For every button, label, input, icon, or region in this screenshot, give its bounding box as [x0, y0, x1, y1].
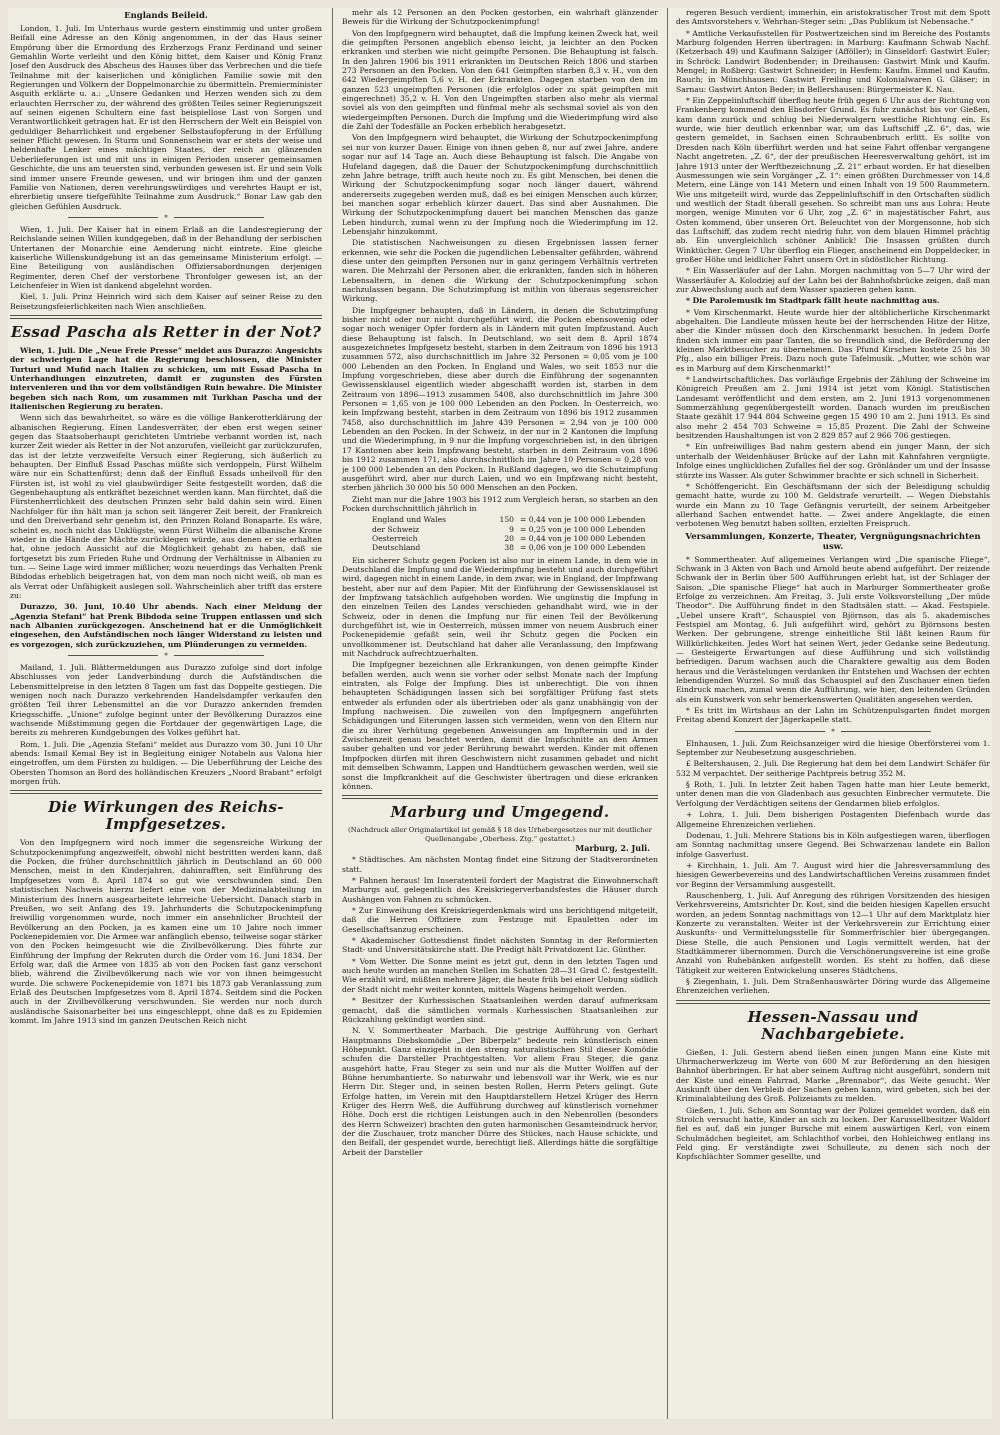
article-paragraph: Wien, 1. Juli. Die „Neue Freie Presse“ meldet aus Durazzo: Angesichts der schwierigen Lage hat die Regierung beschlossen, die Minister Turturi und Mufid nach Italien zu schicken, um mit Essad Pascha in Unterhandlungen einzutreten, damit er zugunsten des Fürsten intervenieren und ihn vor dem vollständigen Ruin bewahre. Die Minister begeben sich nach Rom, um zusammen mit Turkhan Pascha und der italienischen Regierung zu beraten. [10, 345, 322, 412]
article-paragraph: Gießen, 1. Juli. Gestern abend ließen einen jungen Mann eine Kiste mit Uhrmacherwerkzeug im Werte von 600 M zur Beförderung an den hiesigen Bahnhof überbringen. Er hat aber seinem Auftrag nicht ausgeführt, sondern mit der Kiste und einem Fahrrad, Marke „Brennabor“, das Weite gesucht. Wer Auskunft über den Verbleib der Sachen geben kann, wird gebeten, sich bei der Kriminalabteilung des Groß. Polizeiamts zu melden. [676, 1047, 990, 1104]
headline-essad-pascha: Essad Pascha als Retter in der Not? [10, 322, 322, 341]
article-paragraph: * Schöffengericht. Ein Geschäftsmann der sich der Beleidigung schuldig gemacht hatte, wurde zu 100 M. Geldstrafe verurteilt. — Wegen Diebstahls wurde ein Mann zu 10 Tage Gefängnis verurteilt, der seinem Arbeitgeber allerhand Sachen entwendet hatte. — Zwei andere Angeklagte, die einen verbotenen Weg benutzt haben sollten, erzielten Freispruch. [676, 481, 990, 529]
article-paragraph: Mailand, 1. Juli. Blättermeldungen aus Durazzo zufolge sind dort infolge Abschlusses von jeder Landverbindung durch die Aufständischen die Lebensmittelpreise in den letzten 8 Tagen um fast das Doppelte gestiegen. Die wenigen noch nach Durazzo verkehrenden Handelsdampfer verkaufen den größten Teil ihrer Lebensmittel an die vor Durazzo ankernden fremden Kriegsschiffe. „Unione“ zufolge beginnt unter der Bevölkerung Durazzos eine wachsende Mißstimmung gegen die Fortdauer der gegenwärtigen Lage, die bereits zu mehreren Kundgebungen des Volkes geführt hat. [10, 662, 322, 738]
section-rule [10, 790, 322, 794]
article-paragraph: Wenn sich das bewahrheitet, so wäre es die völlige Bankerotterklärung der albanischen Regierung. Einen Landesverräter, der eben erst wegen seiner gegen das Staatsoberhaupt gerichteten Umtriebe verbannt worden ist, nach kurzer Zeit wieder als Retter in der Not anzurufen, vielleicht gar zurückzurufen, das ist der letzte verzweifelte Versuch einer Regierung, sich äußerlich zu behaupten. Der Einfluß Essad Paschas müßte sich verdoppeln, Fürst Wilhelm wäre nur ein Schattenfürst; denn daß der Einfluß Essads unheilvoll für den Fürsten ist, ist wohl zu viel glaubwürdiger Seite festgestellt worden, daß die Gegenbehauptung als entkräftet bezeichnet werden kann. Man fürchtet, daß die Fürstenherrlichkeit des deutschen Prinzen sehr bald dahin sein wird. Einen Nachfolger für ihn hält man ja schon seit längerer Zeit bereit, der Frankreich und den Dreiverband sehr genehm ist, den Prinzen Roland Bonaparte. Es wäre, scheint es, noch nicht das Unklügste, wenn Fürst Wilhelm die albanische Krone wieder in die Hände der Mächte zurücklegen würde, aus denen er sie erhalten hat, ohne jedoch Aussicht auf die Möglichkeit gehabt zu haben, daß sie fortgesetzt bis zum Frieden Ruhe und Ordnung der Verhältnisse in Albanien zu tun. — Seine Lage wird immer mißlicher, wozu neuerdings das Verhalten Prenk Bibdodas erheblich beigetragen hat, von dem man noch nicht weiß, ob man es als Verrat oder Unfähigkeit auslegen soll. Wahrscheinlich aber trifft das erstere zu: [10, 413, 322, 600]
newspaper-page [8, 8, 992, 1419]
separator: * [10, 652, 322, 660]
regional-item: § Ziegenhain, 1. Juli. Dem Straßenhauswärter Döring wurde das Allgemeine Ehrenzeichen verliehen. [676, 977, 990, 996]
column-1 [10, 8, 322, 1419]
column-3 [676, 8, 990, 1419]
article-paragraph: Von den Impfgegnern wird behauptet, daß die Impfung keinen Zweck hat, weil die geimpften Personen angeblich ebenso leicht, ja leichter an den Pocken erkranken und sterben wie nicht geimpfte Personen. Die Behauptung ist falsch. In den Jahren 1906 bis 1911 erkrankten im Deutschen Reich 1806 und starben 273 Personen an den Pocken. Von den 641 Geimpften starben 8,3 v. H., von den 642 Wiedergeimpften 5,6 v. H. der Erkrankten. Dagegen starben von den im ganzen 523 ungeimpften Personen (die erfolglos oder zu spät geimpften mit eingerechnet) 35,2 v. H. Von den Ungeimpften starben also mehr als viermal soviel als von den geimpften und fünfmal mehr als sechsmal soviel als von den wiedergeimpften Personen. Durch die Impfung und die Wiederimpfung wird also die Zahl der Todesfälle an Pocken erheblich herabgesetzt. [342, 28, 658, 132]
headline-events: Versammlungen, Konzerte, Theater, Vergnügungsnachrichten usw. [685, 531, 981, 552]
article-paragraph: London, 1. Juli. Im Unterhaus wurde gestern einstimmig und unter großem Beifall eine Adresse an den König angenommen, in der das Haus seiner Empörung über die Ermordung des Erzherzogs Franz Ferdinand und seiner Gemahlin Worte verleiht und den König bittet, dem Kaiser und König Franz Josef den Ausdruck des Abscheus des Hauses über das Verbrechen und die tiefe Teilnahme mit der kaiserlichen und königlichen Familie sowie mit den Regierungen und Völkern der Doppelmonarchie zu übermitteln. Premierminister Asquith erklärte u. a.: „Unsere Gedanken und Herzen wenden sich zu dem erlauchten Herrscher zu, der während des größten Teiles seiner Regierungszeit auf seinen eigenen Schultern eine fast beispiellose Last von Sorgen und Verantwortlichkeit getragen hat. Er ist den Herrschern der Welt ein Beispiel von geduldiger Beharrlichkeit und ergebener Selbstaufopferung in der Erfüllung seiner Pflicht gewesen. In Sturm und Sonnenschein war er stets der weise und heldenhafte Lenker eines mächtigen Staates, der reich an glänzenden Ueberlieferungen ist und mit uns in einigen Perioden unserer gemeinsamen Geschichte, die uns am teuersten sind, verbunden gewesen ist. Er und sein Volk sind immer unsere Freunde gewesen, und wir bringen ihm und der ganzen Familie von Nationen, deren verehrungswürdiges und verehrtes Haupt er ist, ehrerbietig unsere tiefgefühlte Teilnahme zum Ausdruck.“ Bonar Law gab den gleichen Gefühlen Ausdruck. [10, 24, 322, 211]
article-paragraph: * Ein unfreiwilliges Bad nahm gestern abend ein junger Mann, der sich unterhalb der Weidenhäuser Brücke auf der Lahn mit Kahnfahren vergnügte. Infolge eines unglücklichen Zufalles fiel der sog. Grönländer um und der Insasse stürzte ins Wasser. Als guter Schwimmer brachte er sich schnell in Sicherheit. [676, 442, 990, 480]
article-paragraph: * Akademischer Gottesdienst findet nächsten Sonntag in der Reformierten Stadt- und Universitätskirche statt. Die Predigt hält Privatdozent Lic. Günther. [342, 936, 658, 955]
stats-row: Oesterreich 20 = 0,44 von je 100 000 Lebenden [372, 533, 646, 543]
article-paragraph: * Amtliche Verkaufsstellen für Postwertzeichen sind im Bereiche des Postamts Marburg folgenden Herren übertragen: in Marburg: Kaufmann Schwab Nachf. (Ketzerbach 49) und Kaufmann Salziger (Afföller); in Ginseldorf: Gastwirt Euler; in Schröck: Landwirt Bodenbender; in Dreihausen: Gastwirt Mink und Kaufm. Mengel; in Roßberg: Gastwirt Schneider; in Hesfem: Kaufm. Emmel und Kaufm. Rauch; in Münchhausen: Gastwirt Freiling und Kolonialwaren G. Gläser; in Sarnau: Gastwirt Anton Beder; in Bellershausen: Bürgermeister K. Nau. [676, 28, 990, 94]
article-paragraph: Die Impfgegner bezeichnen alle Erkrankungen, von denen geimpfte Kinder befallen werden, auch wenn sie vorher oder selbst Monate nach der Impfung eintraten, als Folge der Impfung. Dies ist unberechtigt. Die von ihnen behaupteten Schädigungen lassen sich bei sorgfältiger Prüfung fast stets entweder als erfunden oder als übertrieben oder als ganz unabhängig von der Impfung nachweisen. Die zuweilen von den Impfgegnern angeführten Schädigungen und Eiterungen lassen sich vermeiden, wenn von den Eltern nur die zu ihrer Verhütung gegebenen Anweisungen am Impftermin und in der Zwischenzeit genau beachtet werden, damit die Impfschnitte an den Armen sauber gehalten und vor jeder Berührung bewahrt werden. Kinder mit offenen Impfpocken dürfen mit ihren Geschwistern nicht zusammen gebadet und nicht mit demselben Schwamm, Lappen und Handtüchern gewaschen werden, weil sie sonst die Impfkrankheit auf die Geschwister übertragen und diese erkranken können. [342, 660, 658, 791]
article-paragraph: mehr als 12 Personen an den Pocken gestorben, ein wahrhaft glänzender Beweis für die Wirkung der Schutzpockenimpfung! [342, 8, 658, 27]
reprint-notice: (Nachdruck aller Originalartikel ist gemäß § 18 des Urhebergesetzes nur mit deutlicher Quellenangabe „Oberhess. Ztg.“ gestattet.) [348, 826, 652, 843]
headline-impfgesetz: Die Wirkungen des Reichs-Impfgesetzes. [48, 798, 284, 834]
article-paragraph: Kiel, 1. Juli. Prinz Heinrich wird sich dem Kaiser auf seiner Reise zu den Beisetzungsfeierlichkeiten nach Wien anschließen. [10, 292, 322, 311]
regional-item: § Roth, 1. Juli. In letzter Zeit haben Tagen hatte man hier Leute bemerkt, unter denen man die von Gladenbach aus gesuchten Einbrecher vermutete. Die Verfolgung der Verdächtigen seitens der Gendarmen blieb erfolglos. [676, 780, 990, 808]
article-paragraph: Die statistischen Nachweisungen zu diesen Ergebnissen lassen ferner erkennen, wie sehr die Pocken die jugendlichen Lebensalter gefährden, während diese unter den geimpften Personen nur in ganz geringem Verhältnis vertreten waren. Die Mehrzahl der Personen aber, die erkrankten, fanden sich in höheren Lebensaltern, in denen die Wirkung der Schutzpockenimpfung schon nachzulassen begann. Die Schutzimpfung ist mithin von überaus segensreicher Wirkung. [342, 238, 658, 304]
smallpox-stats-table [372, 515, 658, 552]
article-paragraph: Zieht man nur die Jahre 1903 bis 1912 zum Vergleich heran, so starben an den Pocken durchschnittlich jährlich in [342, 494, 658, 513]
article-paragraph: * Ein Wasserläufer auf der Lahn. Morgen nachmittag von 5—7 Uhr wird der Wasserläufer A. Kolodziej auf der Lahn bei der Bahnhofsbrücke zeigen, daß man zur Abwechslung auch auf dem Wasser spazieren gehen kann. [676, 266, 990, 294]
column-2 [342, 8, 658, 1419]
stats-row: der Schweiz 9 = 0,25 von je 100 000 Lebenden [372, 524, 646, 534]
stats-row: England und Wales 150 = 0,44 von je 100 000 Lebenden [372, 515, 646, 525]
article-paragraph: * Fahnen heraus! Im Inseratenteil fordert der Magistrat die Einwohnerschaft Marburgs auf, gelegentlich des Kreiskriegerverbandsfestes die Häuser durch Aushängen von Fahnen zu schmücken. [342, 876, 658, 904]
article-paragraph: Gießen, 1. Juli. Schon am Sonntag war der Polizei gemeldet worden, daß ein Strolch versucht hatte, Kinder an sich zu locken. Der Karussellbesitzer Waldorf fiel es auf, daß ein junger Bursche mit einem auswärtigen Kerl, von einem Schulmädchen begleitet, am Schlachthof vorbei, den Hohleichweg entlang ins Feld ging. Er verständigte zwei Schulleute, zu denen sich noch der Kopfschlächter Sommer gesellte, und [676, 1105, 990, 1162]
section-rule [676, 1000, 990, 1004]
regional-item: Elnhausen, 1. Juli. Zum Reichsanzeiger wird die hiesige Oberförsterei vom 1. September zur Neubesetzung ausgeschrieben. [676, 738, 990, 758]
article-paragraph: * Vom Wetter. Die Sonne meint es jetzt gut, denn in den letzten Tagen und auch heute wurden an manchen Stellen im Schatten 28—31 Grad C. festgestellt. Wie erzählt wird, müßten mehrere Jäger, die heute früh bei einer Uebung südlich der Stadt nicht mehr weiter konnten, mittels Wagens heimgeholt werden. [342, 956, 658, 994]
article-paragraph: * Zur Einweihung des Kreiskriegerdenkmals wird uns berichtigend mitgeteilt, daß die Herren Offiziere zum Festzuge mit Epauletten oder im Gesellschaftsanzug erscheinen. [342, 906, 658, 934]
headline-marburg: Marburg und Umgegend. [390, 803, 610, 822]
separator: * [10, 214, 322, 222]
article-paragraph: * Die Parolemusik im Stadtpark fällt heute nachmittag aus. [686, 296, 940, 306]
regional-item: + Kirchhain, 1. Juli. Am 7. August wird hier die Jahresversammlung des hiesigen Gewerbevereins und des Landwirtschaftlichen Vereins zusammen findet vor Beginn der Versammlung ausgestellt. [676, 860, 990, 889]
article-paragraph: Ein sicherer Schutz gegen Pocken ist also nur in einem Lande, in dem wie in Deutschland die Impfung und die Wiederimpfung besteht und auch durchgeführt wird, dagegen nicht in einem Lande, in dem zwar, wie in England, der Impfzwang besteht, aber nur auf dem Papier. Mit der Einführung der Gewissensklausel ist der Impfzwang tatsächlich aufgehoben worden. Wie ungünstig die Impfung in den einzelnen Teilen des Landes verschieden gehandhabt wird, wie in der Schweiz, oder in denen die Impfung nur für einen Teil der Bevölkerung durchgeführt ist, wie in Oesterreich, müssen immer von neuem Ausbruch einer Pockenepidemie gefaßt sein, weil ihr Schutz gegen die Pocken ein unvollkommener ist. Deutschland hat daher alle Veranlassung, den Impfzwang mit Nachdruck aufrechtzuerhalten. [342, 555, 658, 659]
section-rule [342, 795, 658, 799]
article-paragraph: Durazzo, 30. Juni, 10.40 Uhr abends. Nach einer Meldung der „Agenzia Stefani“ hat Prenk Bibdoda seine Truppen entlassen und sich nach Albanien zurückgezogen. Anscheinend hat er die Unmöglichkeit eingesehen, den Aufständischen noch länger Widerstand zu leisten und es vorgezogen, sich zurückzuziehen, um Plünderungen zu vermeiden. [10, 602, 322, 649]
article-paragraph: Von den Impfgegnern wird noch immer die segensreiche Wirkung der Schutzpockenimpfung angezweifelt, obwohl nicht bestritten werden kann, daß die Pocken, die früher durchschnittlich jährlich in Deutschland an 60 000 Menschen, meist in den Kinderjahren, dahinrafften, seit Einführung des Impfgesetzes vom 8. April 1874 so gut wie verschwunden sind. Den statistischen Nachweis hierzu liefert eine von der Medizinalabteilung im Ministerium des Innern ausgearbeitete lehrreiche Uebersicht. Danach starb in Preußen, wo seit Anfang des 19. Jahrhunderts die Schutzpockenimpfung freiwillig vorgenommen wurde, noch immer ein ansehnlicher Bruchteil der Bevölkerung an den Pocken, ja es kamen eine um 10 Jahre noch immer Pockenepidemien vor. Die Armee war anfänglich ebenso, teilweise sogar stärker von den Pocken heimgesucht wie die Zivilbevölkerung. Dies führte zur Einführung der Impfung der Rekruten durch die Order vom 16. Juni 1834. Der Erfolg war, daß die Armee von 1835 ab von den Pocken fast ganz verschont blieb, während die Zivilbevölkerung nach wie vor von ihnen heimgesucht wurde. Die schwere Pockenepidemie von 1871 bis 1873 gab Veranlassung zum Erlaß des Deutschen Impfgesetzes vom 8. April 1874. Seitdem sind die Pocken auch in der Zivilbevölkerung verschwunden. Sie werden nur noch durch ausländische Saisonarbeiter bei uns eingeschleppt, ohne daß es zu Epidemien kommt. Im Jahre 1913 sind im ganzen Deutschen Reich nicht [10, 838, 322, 1025]
regional-item: Dodenau, 1. Juli. Mehrere Stations bis in Köln aufgestiegen waren, überflogen am Sonntag nachmittag unsere Gegend. Bei Schwarzenau landete ein Ballon infolge Gasverlust. [676, 830, 990, 859]
article-paragraph: regeren Besuch verdient; immerhin, ein aristokratischer Trost mit dem Spott des Amtsvorstehers v. Wehrhan-Steger sein: „Das Publikum ist Nebensache.“ [676, 8, 990, 27]
separator: * [676, 728, 990, 736]
article-paragraph: N. V. Sommertheater Marbach. Die gestrige Aufführung von Gerhart Hauptmanns Diebskomödie „Der Biberpelz“ bedeute rein künstlerisch einen Höhepunkt. Ganz einzigeht in den streng naturalistischen Stil dieser Komödie schufen die Darsteller Prachtgestalten. Vor allem Frau Steger, die ganz ausgehört hatte, Frau Steger zu sein und nur als die Mutter Wolffen auf der Bühne herumhantierte. So naturwahr und lebensvoll war ihr Werk, wie es nur Herrn Dir. Steger und, in seinen besten Rollen, Herrn Peters gelingt. Gute Erfolge hatten, im Verein mit den Hauptdarstellern Hetzel Krüger des Herrn Krüger des Herrn Weß, die Aufführung durchweg auf künstlerisch vornehmer Höhe. Doch erst die richtigen Leistungen auch in den Nebenrollen (besonders des Herrn Schweizer) brachten den guten harmonischen Gesamteindruck hervor, der die Zuschauer, trotz mancher Dürre des Stückes, nach Hause schickte, und den Beifall, der gespendet wurde, berechtigt ließ. Allerdings hätte die sorgfältige Arbeit der Darsteller [342, 1026, 658, 1157]
article-paragraph: * Besitzer der Kurhessischen Staatsanleihen werden darauf aufmerksam gemacht, daß die sämtlichen vormals Kurhessischen Staatsanleihen zur Rückzahlung gekündigt worden sind. [342, 996, 658, 1024]
dateline: Marburg, 2. Juli. [575, 843, 650, 853]
article-paragraph: * Landwirtschaftliches. Das vorläufige Ergebnis der Zählung der Schweine im Königreich Preußen am 2. Juni 1914 ist jetzt vom Königl. Statistischen Landesamt veröffentlicht und dem ersten, am 2. Juni 1913 vorgenommenen Sommerzählung gegenübergestellt worden. Danach wurden im preußischen Staate gezählt 17 944 804 Schweine gegen 15 490 10 am 2. Juni 1913. Es sind also mehr 2 454 703 Schweine = 15,85 Prozent. Die Zahl der Schweine besitzenden Haushaltungen ist von 2 829 857 auf 2 966 706 gestiegen. [676, 375, 990, 441]
stats-row: Deutschland 38 = 0,06 von je 100 000 Lebenden [372, 543, 646, 553]
article-paragraph: * Städtisches. Am nächsten Montag findet eine Sitzung der Stadtverordneten statt. [342, 855, 658, 874]
article-paragraph: Wien, 1. Juli. Der Kaiser hat in einem Erlaß an die Landesregierung der Reichslande seinen Willen kundgegeben, daß in der Behandlung der serbischen Untertanen der Monarchie eine Aenderung nicht eintrete. Eine gleiche kaiserliche Willenskundgebung ist an das gemeinsame Ministerium erfolgt. — Eine Beteiligung von ausländischen Offiziersabordnungen derjenigen Regimenter, deren Chef der verstorbene Thronfolger gewesen ist, an der Leichenfeier in Wien ist dankend abgelehnt worden. [10, 224, 322, 290]
column-divider [667, 8, 668, 1419]
article-paragraph: * Vom Kirschenmarkt. Heute wurde hier der altöblicherliche Kirschenmarkt abgehalten. Die Landleute müssen heute bei der herrschenden Hitze der Hitze, aber die Kinder müssen doch den Kirschenmarkt besuchen. In jedem Dorfe finden sich immer ein paar Tanten, die so freundlich sind, die Beförderung der kleinen Marktbesucher zu übernehmen. Das Pfund Kirschen kostete 25 bis 30 Pfg., also ein billiger Preis. Dazu noch gute Tafelmusik. „Mutter, wie schön war es in Marburg auf dem Kirschenmarkt!“ [676, 307, 990, 373]
headline-englands-beileid: Englands Beileid. [124, 11, 208, 21]
section-rule [10, 315, 322, 319]
regional-item: + Lohra, 1. Juli. Dem bisherigen Postagenten Diefenbach wurde das Allgemeine Ehrenzeichen verliehen. [676, 810, 990, 829]
article-paragraph: * Sommertheater. Auf allgemeines Verlangen wird „Die spanische Fliege“, Schwank in 3 Akten von Bach und Arnold heute abend aufgeführt. Der reizende Schwank der in Berlin über 500 Aufführungen erlebt hat, ist der Schlager der Saison. „Die spanische Fliege“ hat auch in Marburger Sommertheater große Erfolge zu verzeichnen. Am Freitag, 3. Juli erste Volksvorstellung „Der müde Theodor“. Die Aufführung findet in den Stadtsälen statt. — Akad. Festspiele. „Uebel unsere Kraft“, Schauspiel von Björnson, das als 5. akademisches Festspiel am Montag, 6. Juli aufgeführt wird, gehört zu Björnsons besten Werken. Der gebrungene, strenge einheitliche Stil läßt keinen Raum für Willkürlichkeiten. Jedes Wort hat seinen Wert, jeder Gedanke seine Bedeutung. — Gesteigerte Erwartungen auf diese Aufführung und sich vollständig befriedigen. Darum wachsen auch die Charaktere gewaltig aus dem Boden heraus und die Verästelungen verdanken ihr Entstehen und Wachsen der echten lebendigenden Wurzel. So muß das Schauspiel auf den Zuschauer einen tiefen Eindruck machen, zumal wenn die Aufführung, wie hier, den leitenden Gründen als ein Kunstwerk von sehr bemerkenswerten Qualitäten angesehen werden. [676, 554, 990, 704]
article-paragraph: Die Impfgegner behaupten, daß in Ländern, in denen die Schutzimpfung bisher nicht oder nur nicht durchgeführt wird, die Pocken ebensowenig oder sogar noch weniger Opfer fordern als in Ländern mit guten Impfzustand. Auch diese Behauptung ist falsch. In Deutschland, wo seit dem 8. April 1874 ausgezeichnetes Impfgesetz besteht, starben in dem Zeitraum von 1896 bis 1913 zusammen 572, also durchschnittlich im Jahre 32 Personen = 0,05 vom je 100 000 Lebenden an den Pocken. In England und Wales, wo seit 1853 nur die Impfung vorgeschrieben, diese aber durch die Einführung der sogenannten Gewissensklausel eigentlich wieder abgeschafft worden ist, starben in dem Zeitraum von 1896—1913 zusammen 5408, also durchschnittlich im Jahre 300 Personen = 1,65 von je 100 000 Lebenden an den Pocken. In Oesterreich, wo kein Impfzwang besteht, starben in dem Zeitraum von 1896 bis 1912 zusammen 7458, also durchschnittlich im Jahre 439 Personen = 2,94 von je 100 000 Lebenden an den Pocken. In der Schweiz, in der nur in 2 Kantonen die Impfung und die Wiederimpfung, in 9 nur die Impfung vorgeschrieben ist, in den übrigen 17 Kantonen aber kein Impfzwang besteht, starben in dem Zeitraum von 1896 bis 1912 zusammen 171, also durchschnittlich im Jahre 10 Personen = 0,28 von je 100 000 Lebenden an den Pocken. In Rußland dagegen, wo die Schutzimpfung ausgeführt wird, aber nur durch Laien, und wo ein Impfzwang nicht besteht, sterben jährlich 30 000 bis 50 000 Menschen an den Pocken. [342, 305, 658, 493]
article-paragraph: * Es tritt im Wirtshaus an der Lahn im Schützenpulsgarten findet morgen Freitag abend Konzert der Jägerkapelle statt. [676, 706, 990, 725]
article-paragraph: Rom, 1. Juli. Die „Agenzia Stefani“ meldet aus Durazzo vom 30. Juni 10 Uhr abends: Ismail Kemal Bey ist in Begleitung einiger Notabeln aus Valona hier eingetroffen, um dem Fürsten zu huldigen. — Die Ueberführung der Leiche des Obersten Thomson an Bord des holländischen Kreuzers „Noord Brabant“ erfolgt morgen früh. [10, 739, 322, 787]
headline-hessen-nassau: Hessen-Nassau und Nachbargebiete. [747, 1007, 919, 1043]
article-paragraph: * Ein Zeppelinluftschiff überflog heute früh gegen 6 Uhr aus der Richtung von Frankenberg kommend den Ebsdorfer Grund. Es fuhr zunächst bis vor Gießen, kam dann zurück und schlug bei Niederwalgern westliche Richtung ein. Es wurde, wie hier deutlich erkennbar war, um das Luftschiff „Z. 6“, das, wie gestern gemeldet, in Sachsen einen Schraubenbruch erlitt. Es sollte von Dresden nach Köln überführt werden und hat seine Fahrt offenbar vergangene Nacht angetreten. „Z. 6“, der der preußischen Heeresverwaltung gehört, ist im Jahre 1913 unter der Werftbezeichnung „Z. 21“ erbaut worden. Er hat dieselben Ausmessungen wie sein Vorgänger „Z. 1“: einen größten Durchmesser von 14,8 Metern, eine Länge von 141 Metern und einen Inhalt von 19 500 Raummetern. Wie uns mitgeteilt wird, wurde das Zeppelinluftschiff in den Ortschaften südlich und westlich der Stadt überall gesehen. So schreibt man uns aus Lohra: Heute morgen, wenige Minuten vor 6 Uhr, zog „Z. 6“ in majestätischer Fahrt, aus Osten kommend, über unseren Ort. Beleuchtet von der Morgensonne, hob sich das Luftschiff, das zudem recht niedrig fuhr, von dem blauen Himmel prächtig ab. Ein unvergleichlich schöner Anblick! Die Insassen grüßten durch Winktücher. Gegen 7 Uhr überflog ein Flieger, anscheinend ein Doppeldecker, in großer Höhe und leidlicher Fahrt unsern Ort in südöstlicher Richtung. [676, 96, 990, 264]
regional-item: £ Beltershausen, 2. Juli. Die Regierung hat dem bei dem Landwirt Schäfer für 532 M verpachtet. Der seitherige Pachtpreis betrug 352 M. [676, 759, 990, 778]
article-paragraph: Von den Impfgegnern wird behauptet, die Wirkung der Schutzpockenimpfung sei nur von kurzer Dauer. Einige von ihnen geben 8, nur auf zwei Jahre, andere sogar nur auf 14 Tage an. Auch diese Behauptung ist falsch. Die Angabe von Hufeland dagegen, daß die Dauer der Schutzpockenimpfung durchschnittlich zehn Jahre betrage, trifft auch heute noch zu. Es gibt Menschen, bei denen die Wirkung der Schutzpockenimpfung sogar noch länger dauert, während andererseits zugegeben werden muß, daß es bei einigen Menschen auch kürzer, bei manchen sogar erheblich kürzer dauert. Das sind aber Ausnahmen. Die Wirkung der Schutzpockenimpfung dauert bei manchen Menschen das ganze Leben hindurch, zumal wenn zu der Impfung noch die Wiederimpfung im 12. Lebensjahr hinzukommt. [342, 133, 658, 236]
column-divider [332, 8, 333, 1419]
regional-item: Rauschenberg, 1. Juli. Auf Anregung des rührigen Vorsitzenden des hiesigen Verkehrsvereins, Amtsrichter Dr. Kost, sind die beiden hiesigen Kapellen ersucht worden, an jedem Sonntag nachmittags von 12—1 Uhr auf dem Marktplatz hier Konzerte zu veranstalten. Weiter ist der Verkehrsverein zur Errichtung einer Auskunfts- und Vermittelungsstelle für Sommerfrischler hier übergegangen. Diese Stelle, die auch Pensionen und Logis vermittelt werden, hat der Stadtkämmerer übernommen. Durch die Verschönerungsvereine ist eine große Anzahl von Ruhebänken aufgestellt worden. Es steht zu hoffen, daß diese Tätigkeit zur weiteren Entwickelung unseres Städtchens. [676, 890, 990, 975]
